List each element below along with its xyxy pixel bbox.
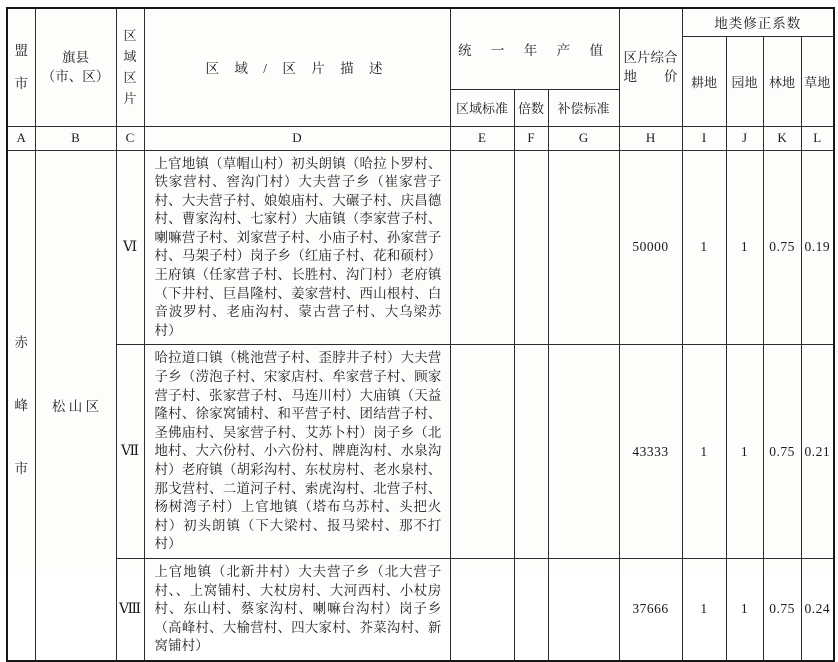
- zone-label: Ⅶ: [116, 345, 144, 559]
- header-cell-county: [35, 8, 116, 126]
- grass-coefficient: 0.21: [801, 345, 834, 559]
- garden-label: 园地: [731, 74, 758, 90]
- multiplier-cell: [514, 345, 548, 559]
- col-letter-j: J: [726, 126, 763, 150]
- header-cell-land-correction: [682, 8, 834, 36]
- cultivated-label: 耕地: [691, 74, 718, 90]
- county-header-line2: （市、区）: [41, 69, 110, 85]
- zone-label: Ⅵ: [116, 150, 144, 345]
- header-cell-league-city: [7, 8, 35, 126]
- grass-label: 草地: [804, 74, 831, 90]
- forest-label: 林地: [769, 74, 796, 90]
- col-letter-e: E: [450, 126, 514, 150]
- table-row-zone-7: [7, 345, 834, 559]
- header-cell-forest: [763, 36, 801, 126]
- zone-description: 上官地镇（草帽山村）初头朗镇（哈拉卜罗村、铁家营村、窖沟门村）大夫营子乡（崔家营子村、大夫营子村、娘娘庙村、大碾子村、庆昌德村、曹家沟村、七家村）大庙镇（李家营子村、喇嘛营子村、刘家营子村、小庙子村、孙家营子村、马架子村）岗子乡（红庙子村、花和硕村）王府镇（任家营子村、长胜村、沟门村）老府镇（下井村、巨昌隆村、姜家营村、西山根村、白音波罗村、老庙沟村、蒙古营子村、大乌梁苏村）: [144, 150, 450, 345]
- zone-label: Ⅷ: [116, 558, 144, 660]
- zone-description: 上官地镇（北新井村）大夫营子乡（北大营子村、、上窝铺村、大杖房村、大河西村、小杖房村、东山村、蔡家沟村、喇嘛台沟村）岗子乡（高峰村、大榆营村、四大家村、芥菜沟村、新窝铺村）: [144, 558, 450, 660]
- header-cell-garden: [726, 36, 763, 126]
- forest-coefficient: 0.75: [763, 150, 801, 345]
- column-letters-row: [7, 126, 834, 150]
- garden-coefficient: 1: [726, 558, 763, 660]
- cultivated-coefficient: 1: [682, 150, 726, 345]
- header-cell-zone: [116, 8, 144, 126]
- county-header-line1: 旗县: [62, 50, 89, 66]
- county-value: 松 山 区: [51, 399, 100, 415]
- unified-output-label: 统 一 年 产 值: [458, 42, 611, 58]
- forest-coefficient: 0.75: [763, 345, 801, 559]
- col-letter-i: I: [682, 126, 726, 150]
- zone-price-value: 37666: [619, 558, 682, 660]
- header-cell-description: [144, 8, 450, 126]
- region-standard-cell: [450, 150, 514, 345]
- header-cell-zone-price: [619, 8, 682, 126]
- header-cell-multiplier: [514, 89, 548, 126]
- table-row-zone-6: [7, 150, 834, 345]
- land-price-table: [6, 7, 835, 662]
- county-cell: [35, 150, 116, 661]
- col-letter-k: K: [763, 126, 801, 150]
- league-city-cell: [7, 150, 35, 661]
- col-letter-g: G: [548, 126, 619, 150]
- col-letter-a: A: [7, 126, 35, 150]
- compensation-standard-cell: [548, 345, 619, 559]
- header-cell-cultivated: [682, 36, 726, 126]
- col-letter-h: H: [619, 126, 682, 150]
- zone-header-label: 区域区片: [123, 28, 137, 107]
- garden-coefficient: 1: [726, 345, 763, 559]
- col-letter-c: C: [116, 126, 144, 150]
- league-city-header-label: 盟市: [14, 43, 28, 92]
- zone-description: 哈拉道口镇（桃池营子村、歪脖井子村）大夫营子乡（涝泡子村、宋家店村、牟家营子村、顾家营子村、张家营子村、马连川村）大庙镇（天益隆村、徐家窝铺村、和平营子村、团结营子村、圣佛庙村、吴家营子村、艾苏卜村）岗子乡（北地村、大六份村、小六份村、牌鹿沟村、水泉沟村）老府镇（胡彩沟村、东杖房村、老水泉村、那戈营村、二道河子村、索虎沟村、北营子村、杨树湾子村）上官地镇（塔布乌苏村、头把火村）初头朗镇（下大梁村、报马梁村、那不打村）: [144, 345, 450, 559]
- grass-coefficient: 0.19: [801, 150, 834, 345]
- description-header-label: 区 域 / 区 片 描 述: [205, 61, 389, 77]
- grass-coefficient: 0.24: [801, 558, 834, 660]
- compensation-standard-label: 补偿标准: [557, 101, 610, 116]
- zone-price-value: 43333: [619, 345, 682, 559]
- col-letter-l: L: [801, 126, 834, 150]
- col-letter-f: F: [514, 126, 548, 150]
- zone-price-label-line2: 地 价: [623, 69, 678, 85]
- region-standard-label: 区域标准: [455, 101, 508, 116]
- header-cell-unified-output: [450, 8, 619, 89]
- cultivated-coefficient: 1: [682, 558, 726, 660]
- header-cell-region-standard: [450, 89, 514, 126]
- multiplier-label: 倍数: [517, 101, 544, 116]
- garden-coefficient: 1: [726, 150, 763, 345]
- col-letter-b: B: [35, 126, 116, 150]
- header-cell-compensation-standard: [548, 89, 619, 126]
- zone-price-value: 50000: [619, 150, 682, 345]
- cultivated-coefficient: 1: [682, 345, 726, 559]
- header-cell-grass: [801, 36, 834, 126]
- league-city-value: 赤峰市: [14, 334, 28, 476]
- compensation-standard-cell: [548, 150, 619, 345]
- header-row-1: [7, 8, 834, 36]
- multiplier-cell: [514, 150, 548, 345]
- zone-price-label-line1: 区片综合: [623, 50, 678, 66]
- land-correction-label: 地类修正系数: [714, 16, 802, 32]
- col-letter-d: D: [144, 126, 450, 150]
- region-standard-cell: [450, 345, 514, 559]
- forest-coefficient: 0.75: [763, 558, 801, 660]
